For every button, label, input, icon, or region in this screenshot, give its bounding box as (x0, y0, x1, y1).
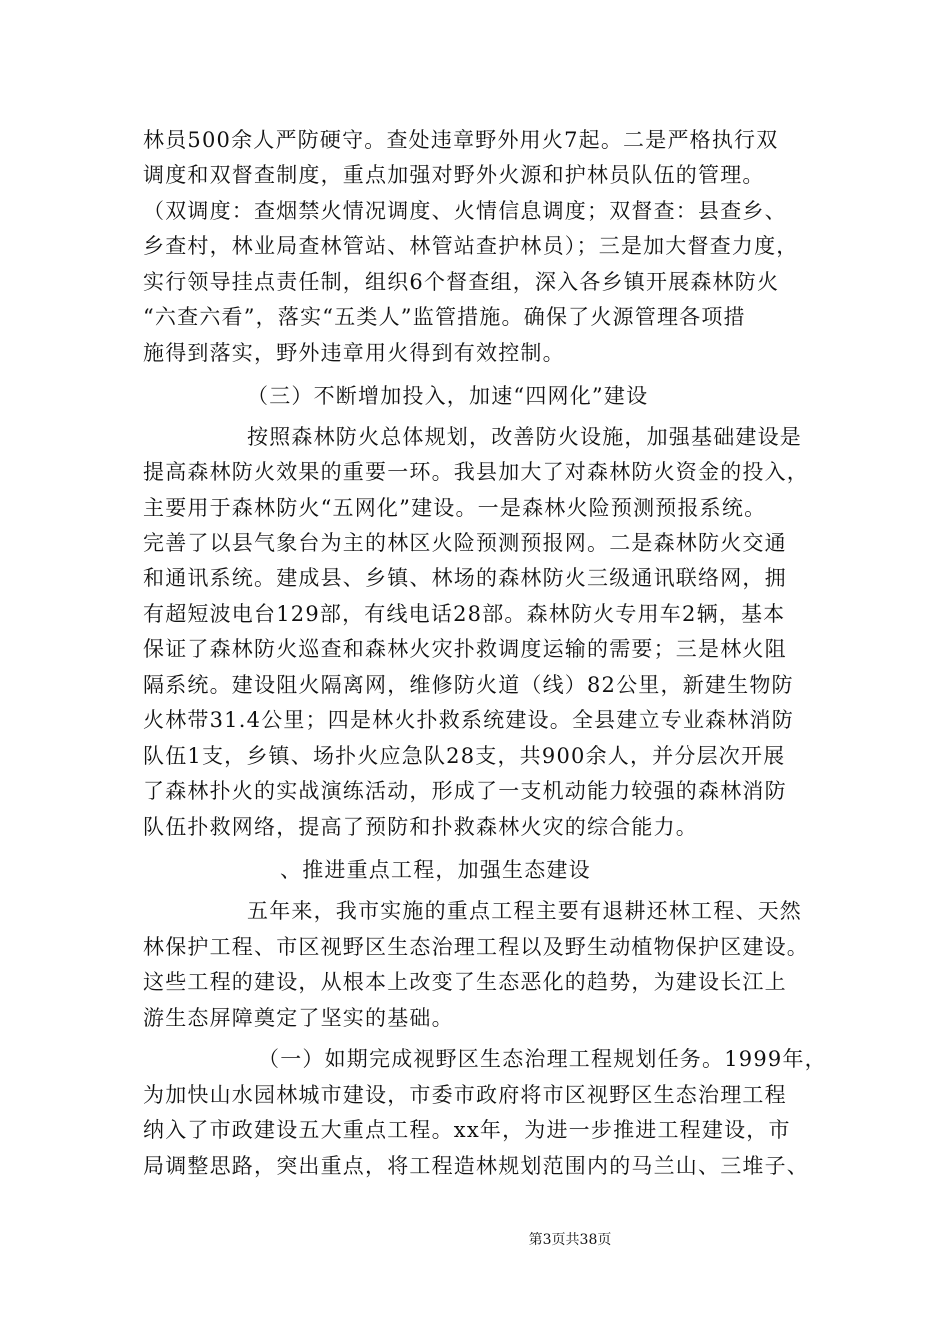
text-line: 施得到落实，野外违章用火得到有效控制。 (143, 341, 565, 365)
paragraph-start: 五年来，我市实施的重点工程主要有退耕还林工程、天然 (247, 899, 802, 923)
text-line: 乡查村，林业局查林管站、林管站查护林员）；三是加大督查力度， (143, 234, 799, 258)
text-line: 林员500余人严防硬守。查处违章野外用火7起。二是严格执行双 (143, 128, 779, 152)
text-line: “六查六看”，落实“五类人”监管措施。确保了火源管理各项措 (143, 305, 746, 329)
text-line: 为加快山水园林城市建设，市委市政府将市区视野区生态治理工程 (143, 1083, 787, 1107)
section-heading: 、推进重点工程，加强生态建设 (280, 858, 591, 882)
text-line: 提高森林防火效果的重要一环。我县加大了对森林防火资金的投入， (143, 460, 809, 484)
paragraph-start: 按照森林防火总体规划，改善防火设施，加强基础建设是 (247, 425, 802, 449)
text-line: 调度和双督查制度，重点加强对野外火源和护林员队伍的管理。 (143, 163, 765, 187)
text-line: 纳入了市政建设五大重点工程。xx年，为进一步推进工程建设，市 (143, 1118, 791, 1142)
text-line: （双调度：查烟禁火情况调度、火情信息调度；双督查：县查乡、 (143, 199, 787, 223)
text-line: 实行领导挂点责任制，组织6个督查组，深入各乡镇开展森林防火 (143, 270, 780, 294)
text-line: 和通讯系统。建成县、乡镇、林场的森林防火三级通讯联络网，拥 (143, 566, 787, 590)
text-line: 火林带31.4公里；四是林火扑救系统建设。全县建立专业森林消防 (143, 708, 794, 732)
text-line: 了森林扑火的实战演练活动，形成了一支机动能力较强的森林消防 (143, 779, 787, 803)
text-line: 有超短波电台129部，有线电话28部。森林防火专用车2辆，基本 (143, 602, 786, 626)
text-line: 保证了森林防火巡查和森林火灾扑救调度运输的需要；三是林火阻 (143, 637, 787, 661)
paragraph-start: （一）如期完成视野区生态治理工程规划任务。1999年， (258, 1047, 827, 1071)
text-line: 林保护工程、市区视野区生态治理工程以及野生动植物保护区建设。 (143, 935, 809, 959)
text-line: 完善了以县气象台为主的林区火险预测预报网。二是森林防火交通 (143, 531, 787, 555)
text-line: 游生态屏障奠定了坚实的基础。 (143, 1006, 454, 1030)
text-line: 隔系统。建设阻火隔离网，维修防火道（线）82公里，新建生物防 (143, 673, 794, 697)
page-number-footer: 第3页共38页 (528, 1232, 612, 1248)
text-line: 主要用于森林防火“五网化”建设。一是森林火险预测预报系统。 (143, 496, 767, 520)
section-heading: （三）不断增加投入，加速“四网化”建设 (247, 384, 649, 408)
text-line: 局调整思路，突出重点，将工程造林规划范围内的马兰山、三堆子、 (143, 1154, 809, 1178)
text-line: 这些工程的建设，从根本上改变了生态恶化的趋势，为建设长江上 (143, 970, 787, 994)
text-line: 队伍扑救网络，提高了预防和扑救森林火灾的综合能力。 (143, 815, 698, 839)
text-line: 队伍1支，乡镇、场扑火应急队28支，共900余人，并分层次开展 (143, 744, 786, 768)
